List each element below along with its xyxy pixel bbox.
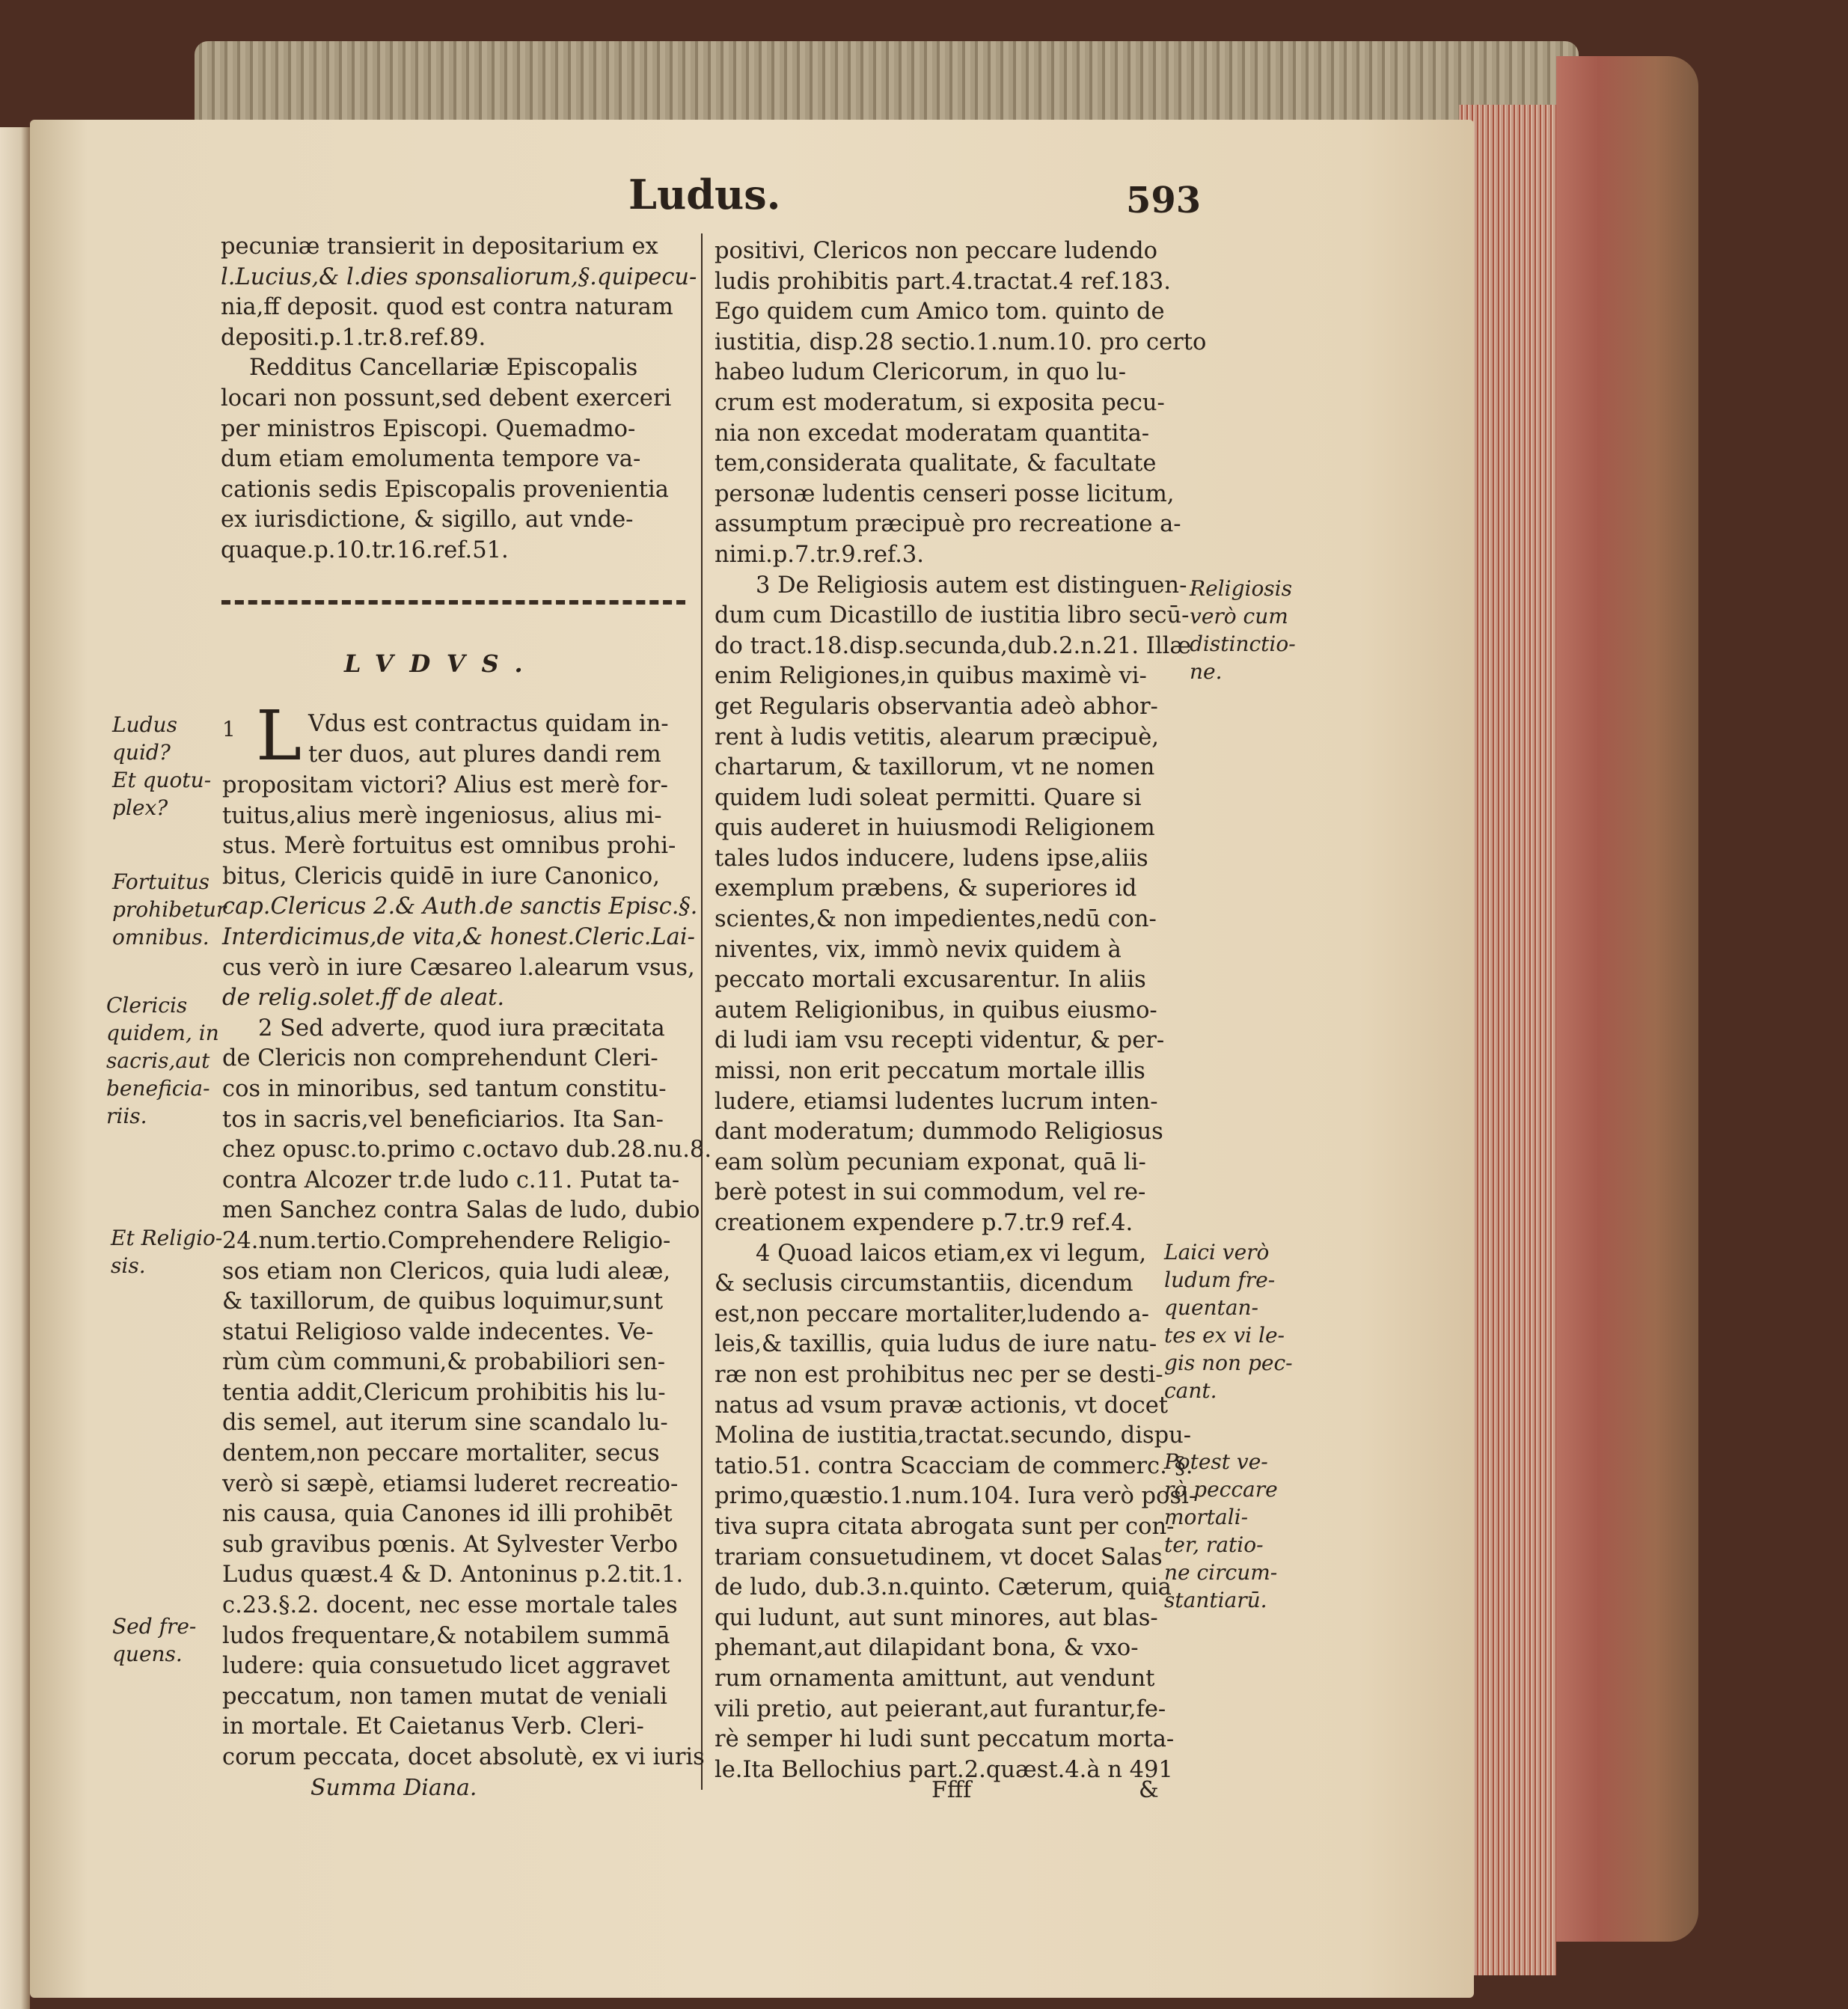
text-line: trariam consuetudinem, vt docet Salas: [715, 1544, 1163, 1571]
text-line: per ministros Episcopi. Quemadmo-: [221, 415, 636, 442]
margin-line: ter, ratio-: [1164, 1532, 1264, 1557]
margin-line: omnibus.: [112, 925, 209, 950]
text-line: rum ornamenta amittunt, aut vendunt: [715, 1665, 1155, 1692]
catchword: Summa Diana.: [310, 1775, 477, 1801]
text-line: corum peccata, docet absolutè, ex vi iuris: [222, 1744, 705, 1770]
text-line: leis,& taxillis, quia ludus de iure natu-: [715, 1331, 1157, 1358]
text-line: Vdus est contractus quidam in-: [308, 711, 669, 737]
margin-note: [112, 711, 211, 822]
text-line: peccatum, non tamen mutat de veniali: [222, 1683, 667, 1710]
text-line: sub gravibus pœnis. At Sylvester Verbo: [222, 1531, 679, 1558]
text-line: niventes, vix, immò nevix quidem à: [715, 936, 1122, 963]
text-line: 3 De Religiosis autem est distinguen-: [756, 572, 1187, 599]
text-line: & seclusis circumstantiis, dicendum: [715, 1270, 1133, 1297]
margin-line: Potest ve-: [1164, 1449, 1268, 1474]
right-column: [715, 236, 1206, 1785]
text-line: ludere, etiamsi ludentes lucrum inten-: [715, 1088, 1158, 1115]
margin-line: Fortuitus: [112, 869, 210, 894]
margin-note: [1190, 575, 1296, 685]
margin-line: Et Religio-: [111, 1226, 223, 1250]
left-column-first-lines: [308, 709, 669, 770]
text-line: bitus, Clericis quidē in iure Canonico,: [222, 863, 660, 890]
text-line: nimi.p.7.tr.9.ref.3.: [715, 541, 924, 568]
margin-line: quid?: [112, 740, 171, 765]
text-line: 2 Sed adverte, quod iura præcitata: [258, 1015, 665, 1042]
text-line: tentia addit,Clericum prohibitis his lu-: [222, 1379, 666, 1406]
text-line: Ego quidem cum Amico tom. quinto de: [715, 299, 1165, 325]
text-line: positivi, Clericos non peccare ludendo: [715, 238, 1158, 264]
margin-note: [111, 1224, 222, 1279]
text-line: nis causa, quia Canones id illi prohibēt: [222, 1501, 673, 1528]
margin-line: ludum fre-: [1164, 1268, 1276, 1292]
text-line: in mortale. Et Caietanus Verb. Cleri-: [222, 1713, 644, 1740]
margin-line: ne circum-: [1164, 1560, 1278, 1585]
margin-line: Et quotu-: [112, 768, 212, 792]
text-line: est,non peccare mortaliter,ludendo a-: [715, 1300, 1149, 1327]
text-line: dant moderatum; dummodo Religiosus: [715, 1119, 1163, 1146]
text-line: stus. Merè fortuitus est omnibus prohi-: [222, 833, 676, 860]
text-line: sos etiam non Clericos, quia ludi aleæ,: [222, 1258, 671, 1285]
text-line: dis semel, aut iterum sine scandalo lu-: [222, 1410, 668, 1437]
text-line: cap.Clericus 2.& Auth.de sanctis Episc.§.: [222, 893, 698, 920]
margin-line: ne.: [1190, 659, 1223, 684]
text-line: 24.num.tertio.Comprehendere Religio-: [222, 1227, 671, 1254]
margin-line: mortali-: [1164, 1505, 1249, 1529]
margin-line: gis non pec-: [1164, 1351, 1293, 1375]
margin-line: quentan-: [1164, 1295, 1258, 1320]
text-line: crum est moderatum, si exposita pecu-: [715, 389, 1165, 416]
text-line: ludos frequentare,& notabilem summā: [222, 1622, 670, 1649]
text-line: missi, non erit peccatum mortale illis: [715, 1058, 1145, 1085]
text-line: rè semper hi ludi sunt peccatum morta-: [715, 1726, 1175, 1753]
text-line: iustitia, disp.28 sectio.1.num.10. pro certo: [715, 328, 1207, 355]
text-line: enim Religiones,in quibus maximè vi-: [715, 663, 1147, 690]
text-line: & taxillorum, de quibus loquimur,sunt: [222, 1288, 664, 1315]
text-line: locari non possunt,sed debent exerceri: [221, 385, 672, 412]
text-line: autem Religionibus, in quibus eiusmo-: [715, 997, 1157, 1024]
text-line: Molina de iustitia,tractat.secundo, dispu-: [715, 1422, 1192, 1449]
margin-note: [1164, 1448, 1278, 1614]
text-line: di ludi iam vsu recepti videntur, & per-: [715, 1027, 1165, 1054]
margin-line: tes ex vi le-: [1164, 1323, 1285, 1348]
text-line: assumptum præcipuè pro recreatione a-: [715, 511, 1181, 538]
text-line: get Regularis observantia adeò abhor-: [715, 693, 1158, 720]
margin-line: Sed fre-: [112, 1614, 197, 1639]
book-cover-edge: [1556, 56, 1698, 1942]
text-line: ræ non est prohibitus nec per se desti-: [715, 1361, 1163, 1388]
paragraph-number: 1: [222, 717, 236, 741]
margin-line: prohibetur: [112, 897, 227, 922]
margin-line: stantiarū.: [1164, 1588, 1267, 1612]
text-line: propositam victori? Alius est merè for-: [222, 772, 668, 798]
text-line: pecuniæ transierit in depositarium ex: [221, 233, 658, 260]
text-line: tuitus,alius merè ingeniosus, alius mi-: [222, 802, 662, 829]
margin-line: rò peccare: [1164, 1477, 1278, 1502]
left-column-top: [221, 232, 697, 566]
text-line: natus ad vsum pravæ actionis, vt docet: [715, 1392, 1169, 1419]
text-line: peccato mortali excusarentur. In aliis: [715, 967, 1146, 994]
text-line: scientes,& non impedientes,nedū con-: [715, 906, 1157, 933]
text-line: ter duos, aut plures dandi rem: [308, 741, 661, 768]
text-line: dum cum Dicastillo de iustitia libro secū-: [715, 602, 1190, 629]
text-line: eam solùm pecuniam exponat, quā li-: [715, 1149, 1146, 1175]
text-line: tales ludos inducere, ludens ipse,aliis: [715, 845, 1148, 872]
text-line: contra Alcozer tr.de ludo c.11. Putat ta-: [222, 1166, 680, 1193]
text-line: 4 Quoad laicos etiam,ex vi legum,: [756, 1240, 1147, 1267]
text-line: rùm cùm communi,& probabiliori sen-: [222, 1349, 666, 1376]
signature-mark: Ffff: [931, 1777, 972, 1803]
text-line: Redditus Cancellariæ Episcopalis: [249, 355, 638, 382]
text-line: tos in sacris,vel beneficiarios. Ita San-: [222, 1106, 664, 1133]
text-line: verò si sæpè, etiamsi luderet recreatio-: [222, 1470, 679, 1497]
text-line: de Clericis non comprehendunt Cleri-: [222, 1045, 658, 1072]
margin-line: sacris,aut: [106, 1048, 210, 1073]
margin-line: beneficia-: [106, 1076, 210, 1101]
margin-line: Clericis: [106, 993, 188, 1018]
margin-note: [106, 991, 219, 1130]
left-column-body: [222, 771, 712, 1773]
text-line: primo,quæstio.1.num.104. Iura verò posi-: [715, 1483, 1197, 1510]
text-line: habeo ludum Clericorum, in quo lu-: [715, 359, 1127, 386]
text-line: berè potest in sui commodum, vel re-: [715, 1179, 1146, 1206]
text-line: dentem,non peccare mortaliter, secus: [222, 1440, 660, 1467]
margin-line: verò cum: [1190, 604, 1288, 629]
text-line: tatio.51. contra Scacciam de commerc. §.: [715, 1452, 1193, 1479]
text-line: cos in minoribus, sed tantum constitu-: [222, 1075, 667, 1102]
text-line: quidem ludi soleat permitti. Quare si: [715, 784, 1142, 811]
text-line: men Sanchez contra Salas de ludo, dubio: [222, 1197, 700, 1224]
text-line: Interdicimus,de vita,& honest.Cleric.Lai-: [222, 923, 695, 950]
text-line: tem,considerata qualitate, & facultate: [715, 450, 1157, 477]
text-line: creationem expendere p.7.tr.9 ref.4.: [715, 1210, 1133, 1236]
section-title: LVDVS.: [344, 649, 539, 678]
text-line: ludere: quia consuetudo licet aggravet: [222, 1653, 670, 1680]
text-line: l.Lucius,& l.dies sponsaliorum,§.quipecu-: [221, 263, 697, 290]
text-line: c.23.§.2. docent, nec esse mortale tales: [222, 1592, 678, 1619]
running-head: Ludus.: [628, 171, 781, 218]
text-line: depositi.p.1.tr.8.ref.89.: [221, 324, 486, 351]
text-line: nia,ff deposit. quod est contra naturam: [221, 294, 673, 321]
margin-note: [112, 1612, 196, 1668]
margin-line: quens.: [112, 1642, 183, 1666]
text-line: dum etiam emolumenta tempore va-: [221, 446, 641, 473]
text-line: de ludo, dub.3.n.quinto. Cæterum, quia: [715, 1574, 1172, 1601]
text-line: cationis sedis Episcopalis provenientia: [221, 476, 669, 503]
catchword: &: [1139, 1777, 1159, 1803]
text-line: do tract.18.disp.secunda,dub.2.n.21. Illæ: [715, 632, 1192, 659]
margin-note: [1164, 1238, 1293, 1404]
book-top-edge: [195, 41, 1579, 123]
facing-page-edge: [0, 127, 30, 2009]
text-line: ludis prohibitis part.4.tractat.4 ref.183.: [715, 268, 1171, 295]
text-line: de relig.solet.ff de aleat.: [222, 985, 505, 1012]
margin-line: Laici verò: [1164, 1240, 1270, 1265]
text-line: exemplum præbens, & superiores id: [715, 875, 1137, 902]
margin-line: riis.: [106, 1104, 147, 1128]
section-rule: [221, 600, 685, 605]
text-line: tiva supra citata abrogata sunt per con-: [715, 1513, 1175, 1540]
text-line: cus verò in iure Cæsareo l.alearum vsus,: [222, 954, 695, 981]
text-line: chartarum, & taxillorum, vt ne nomen: [715, 754, 1155, 781]
text-line: quaque.p.10.tr.16.ref.51.: [221, 536, 509, 563]
text-line: statui Religioso valde indecentes. Ve-: [222, 1318, 654, 1345]
margin-line: quidem, in: [106, 1021, 219, 1045]
text-line: personæ ludentis censeri posse licitum,: [715, 480, 1175, 507]
text-line: qui ludunt, aut sunt minores, aut blas-: [715, 1604, 1158, 1631]
text-line: ex iurisdictione, & sigillo, aut vnde-: [221, 507, 634, 533]
text-line: le.Ita Bellochius part.2.quæst.4.à n 491: [715, 1756, 1173, 1783]
margin-line: sis.: [111, 1253, 146, 1278]
margin-line: Religiosis: [1190, 576, 1292, 601]
text-line: phemant,aut dilapidant bona, & vxo-: [715, 1635, 1139, 1662]
page-number: 593: [1126, 180, 1202, 221]
text-line: quis auderet in huiusmodi Religionem: [715, 815, 1155, 842]
text-line: vili pretio, aut peierant,aut furantur,fe-: [715, 1695, 1166, 1722]
text-line: Ludus quæst.4 & D. Antoninus p.2.tit.1.: [222, 1562, 684, 1588]
text-line: nia non excedat moderatam quantita-: [715, 420, 1150, 447]
margin-line: plex?: [112, 795, 168, 820]
drop-cap: L: [256, 696, 302, 776]
margin-line: distinctio-: [1190, 632, 1296, 656]
margin-note: [112, 868, 226, 951]
text-line: rent à ludis vetitis, alearum præcipuè,: [715, 724, 1160, 750]
text-line: chez opusc.to.primo c.octavo dub.28.nu.8.: [222, 1137, 712, 1163]
margin-line: cant.: [1164, 1378, 1217, 1403]
margin-line: Ludus: [112, 712, 177, 737]
